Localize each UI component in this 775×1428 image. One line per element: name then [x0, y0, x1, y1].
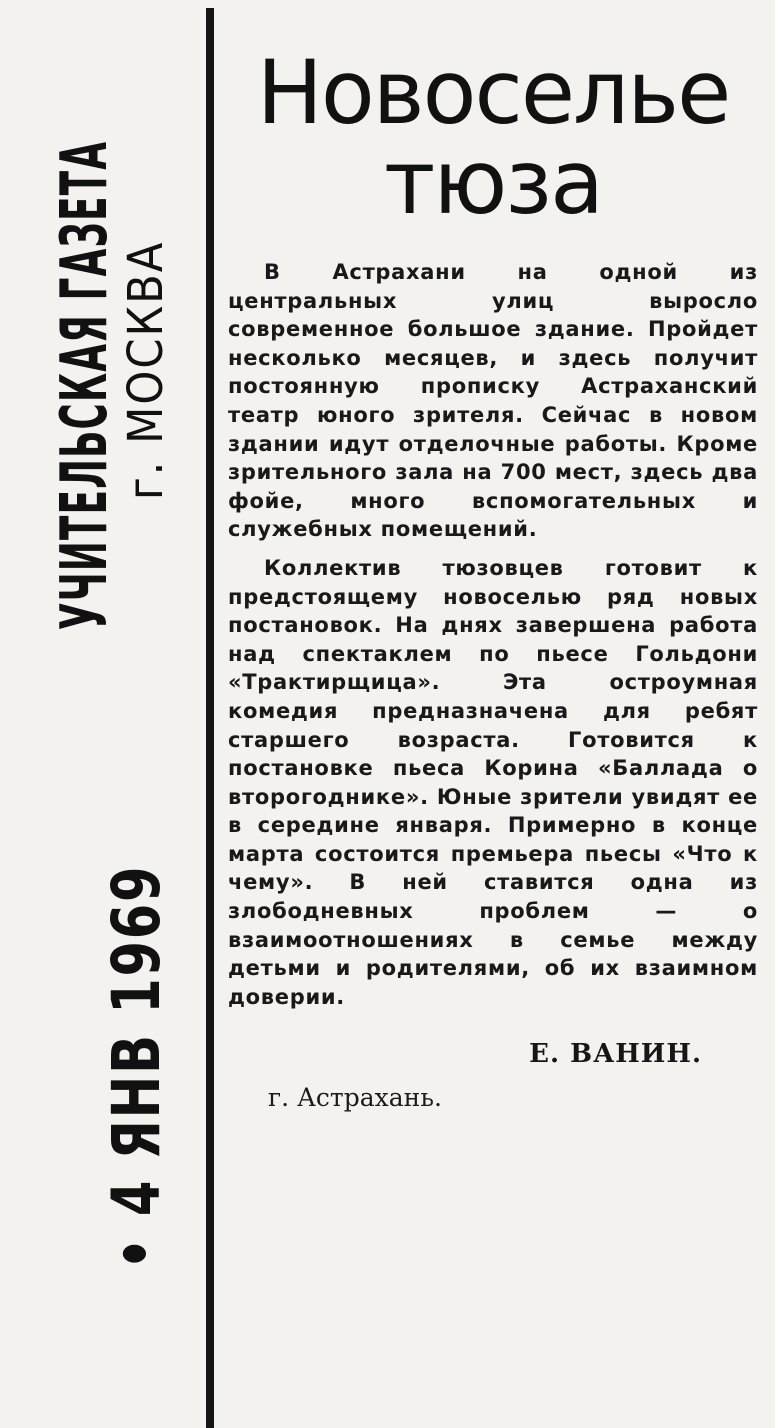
- dateline: г. Астрахань.: [268, 1083, 442, 1113]
- article-paragraph-1: В Астрахани на одной из центральных улиц выросло современное большое здание. Пройдет несколько месяцев, и здесь получит постоянную прописку Астраханский театр юного зрителя. Сейчас в новом здании идут отделочные работы. Кроме зрительного зала на 700 мест, здесь два фойе, много вспомогательных и служебных помещений.: [228, 260, 758, 542]
- stamp-city: г. МОСКВА: [118, 240, 174, 500]
- headline-line-2: тюза: [383, 131, 603, 234]
- stamp-date: • 4 ЯНВ 1969: [98, 864, 175, 1270]
- article: [228, 41, 758, 1418]
- article-body: [228, 258, 758, 1011]
- column-divider: [206, 8, 214, 1428]
- article-paragraph-2: Коллектив тюзовцев готовит к предстоящему новоселью ряд новых постановок. На днях завершена работа над спектаклем по пьесе Гольдони «Трактирщица». Эта остроумная комедия предназначена для ребят старшего возраста. Готовится к постановке пьеса Корина «Баллада о второгоднике». Юные зрители увидят ее в середине января. Примерно в конце марта состоится премьера пьесы «Что к чему». В ней ставится одна из злободневных проблем — о взаимоотношениях в семье между детьми и родителями, об их взаимном доверии.: [228, 555, 758, 1009]
- headline: [228, 41, 758, 234]
- stamp-newspaper-name: УЧИТЕЛЬСКАЯ ГАЗЕТА: [48, 140, 122, 630]
- archive-stamp-strip: [0, 0, 205, 1428]
- headline-line-1: Новоселье: [256, 41, 730, 144]
- author-byline: Е. ВАНИН.: [529, 1039, 702, 1070]
